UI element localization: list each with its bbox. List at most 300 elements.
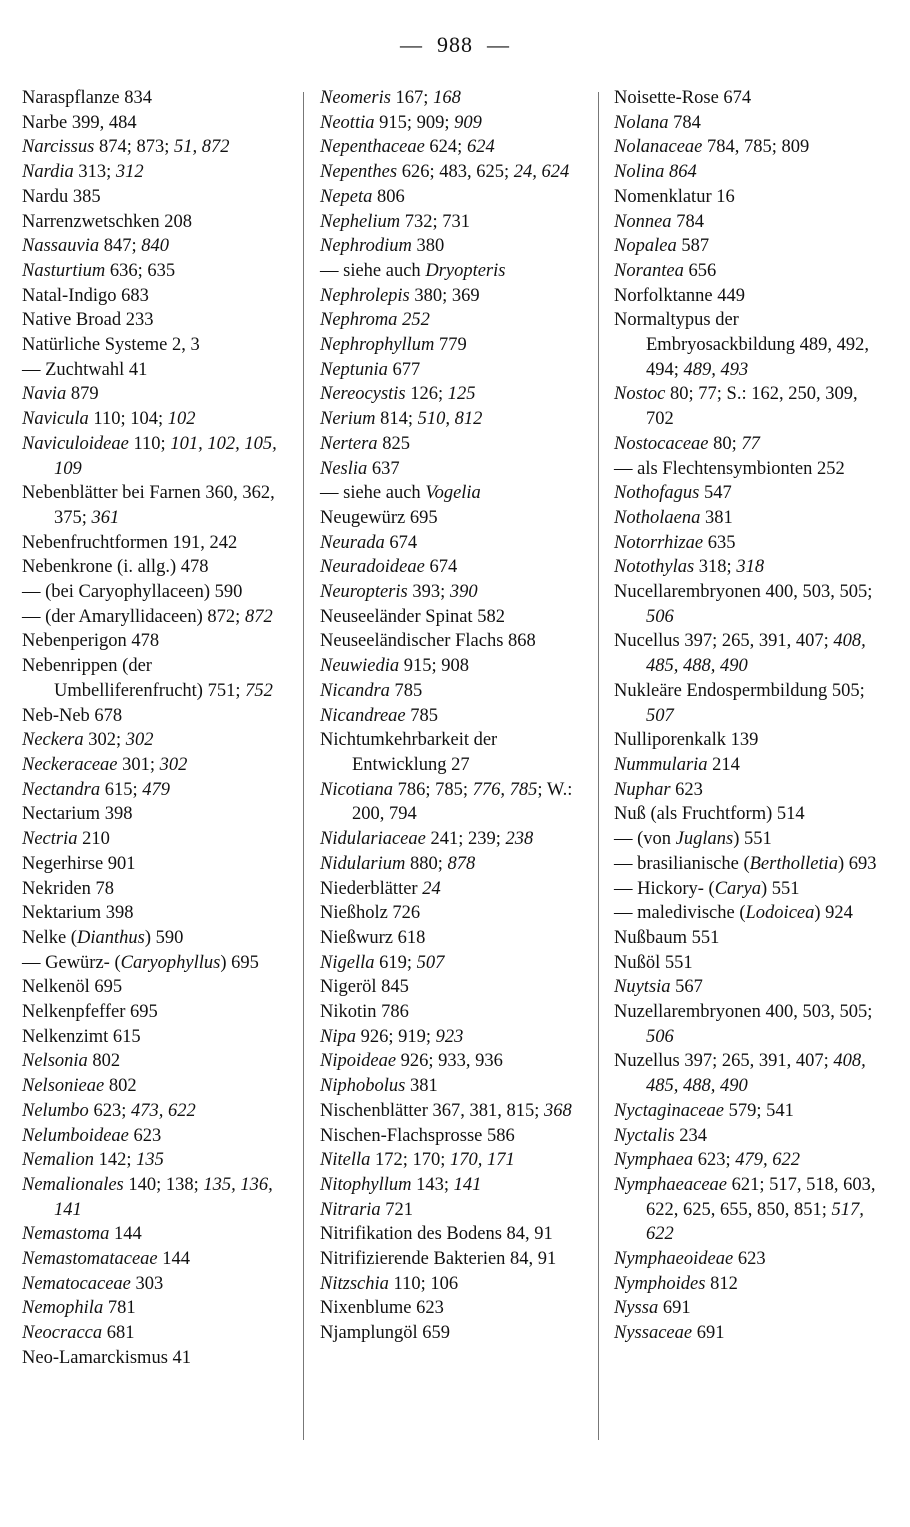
index-column-1 [22, 86, 290, 1371]
index-entry-text: Natürliche Systeme 2, 3 [22, 335, 200, 356]
index-entry-italic-text: Nuytsia [614, 977, 671, 998]
index-entry-italic-text: Nelumboideae [22, 1125, 129, 1146]
index-entry [320, 284, 582, 309]
index-entry [22, 358, 290, 383]
index-entry-text: 313; [73, 162, 116, 183]
index-entry-text: 812 [705, 1273, 738, 1294]
index-entry [614, 901, 886, 926]
index-entry-text: 144 [157, 1249, 191, 1270]
index-entry-text: Nekriden 78 [22, 878, 114, 899]
index-entry-italic-text: 51, 872 [173, 137, 230, 158]
index-entry [614, 135, 886, 160]
index-entry-italic-text: Nuphar [614, 779, 671, 800]
index-entry [22, 1099, 290, 1124]
index-entry [614, 432, 886, 457]
index-entry-text: 879 [66, 384, 99, 405]
index-entry-italic-text: Nepenthes [320, 162, 398, 183]
index-entry-italic-text: Nymphaea [614, 1150, 694, 1171]
index-entry-text: Nectarium 398 [22, 804, 133, 825]
index-entry [614, 185, 886, 210]
index-entry-italic-text: Nephrophyllum [320, 335, 435, 356]
index-entry-italic-text: 312 [115, 162, 144, 183]
index-entry-italic-text: 624 [466, 137, 495, 158]
index-entry [22, 1321, 290, 1346]
header-dash-left: — [400, 32, 423, 57]
index-entry [320, 555, 582, 580]
index-entry-italic-text: 479, 622 [735, 1150, 801, 1171]
index-entry-italic-text: Nelsonieae [22, 1076, 105, 1097]
index-entry-text: 721 [380, 1199, 414, 1220]
index-entry [614, 531, 886, 556]
index-entry [22, 1296, 290, 1321]
index-entry-text: Nebenrippen (der Umbelliferenfrucht) 751; [22, 656, 246, 701]
index-entry-text: 303 [130, 1273, 164, 1294]
index-entry-italic-text: Nerium [320, 409, 376, 430]
index-entry [320, 407, 582, 432]
index-entry-text: Native Broad 233 [22, 310, 154, 331]
index-entry [320, 111, 582, 136]
index-entry-text: 624; [424, 137, 467, 158]
index-entry [22, 951, 290, 976]
column-divider [303, 92, 304, 1440]
index-entry-text: ) 590 [144, 927, 184, 948]
index-entry-italic-text: Nitraria [320, 1199, 381, 1220]
index-entry-italic-text: Nidularium [320, 853, 406, 874]
index-entry [320, 605, 582, 630]
index-entry-italic-text: 141 [453, 1174, 482, 1195]
index-entry [320, 1099, 582, 1124]
header-dash-right: — [487, 32, 510, 57]
index-entry [320, 580, 582, 605]
index-entry-text: 677 [387, 359, 421, 380]
index-entry [22, 382, 290, 407]
index-entry-italic-text: Nipa [320, 1026, 356, 1047]
index-entry [320, 679, 582, 704]
index-entry-italic-text: Nepeta [320, 186, 373, 207]
index-entry-italic-text: Norantea [614, 260, 684, 281]
index-entry-text: 635 [703, 532, 736, 553]
index-entry [614, 1148, 886, 1173]
index-entry-italic-text: 135, 136, 141 [54, 1174, 273, 1220]
index-entry-text: 785 [405, 705, 439, 726]
index-entry-text: 301; [117, 754, 160, 775]
index-entry [22, 877, 290, 902]
index-entry-text: 926; 919; [355, 1026, 436, 1047]
index-entry [320, 506, 582, 531]
index-entry [320, 259, 582, 284]
index-entry-text: 547 [699, 483, 732, 504]
index-entry-italic-text: Caryophyllus [120, 952, 221, 973]
index-entry-text: Nomenklatur 16 [614, 186, 735, 207]
index-entry [614, 284, 886, 309]
index-entry-text: 623 [670, 779, 703, 800]
index-entry-italic-text: Nardia [22, 162, 74, 183]
index-entry-italic-text: 506 [646, 606, 674, 627]
index-entry [614, 234, 886, 259]
index-entry [614, 852, 886, 877]
index-entry-text: 674 [384, 532, 418, 553]
index-entry-italic-text: 408, 485, 488, 490 [646, 1051, 866, 1097]
index-entry-italic-text: Nolana [614, 112, 669, 133]
index-entry-italic-text: Nolina [614, 162, 665, 183]
index-entry [22, 901, 290, 926]
index-entry-italic-text: 840 [141, 236, 169, 257]
index-entry-italic-text: Nemastomataceae [22, 1249, 158, 1270]
index-entry-text: — siehe auch [320, 260, 426, 281]
index-entry [614, 728, 886, 753]
index-entry [320, 432, 582, 457]
index-entry [320, 531, 582, 556]
index-entry-text: 393; [407, 582, 450, 603]
index-entry-italic-text: Nipoideae [320, 1051, 397, 1072]
index-entry [22, 555, 290, 580]
index-entry-italic-text: Nyctaginaceae [614, 1100, 724, 1121]
index-entry-italic-text: 368 [544, 1100, 572, 1121]
index-entry-italic-text: Neuradoideae [320, 557, 425, 578]
index-entry-text: 623; [693, 1150, 736, 1171]
index-entry-italic-text: 752 [245, 680, 273, 701]
index-entry [320, 654, 582, 679]
index-entry-text: 381 [700, 507, 733, 528]
index-entry-italic-text: Nummularia [614, 754, 708, 775]
index-entry [22, 629, 290, 654]
index-entry-text: Negerhirse 901 [22, 853, 136, 874]
index-entry [614, 481, 886, 506]
index-entry-text: 587 [676, 236, 710, 257]
index-entry-text: 786; 785; [392, 779, 473, 800]
index-entry-text: Normaltypus der Embryosackbildung 489, 492, 494; [614, 310, 870, 380]
index-entry-text: 214 [707, 754, 740, 775]
index-entry-italic-text: Nyssa [614, 1298, 659, 1319]
index-entry [614, 555, 886, 580]
index-entry-text: 691 [692, 1323, 725, 1344]
index-entry-italic-text: Nectria [22, 829, 78, 850]
index-entry-italic-text: Narcissus [22, 137, 95, 158]
index-entry [22, 753, 290, 778]
index-entry [22, 1247, 290, 1272]
index-entry-text: 567 [670, 977, 703, 998]
index-entry-italic-text: Neckeraceae [22, 754, 118, 775]
index-entry-italic-text: Nemalion [22, 1150, 94, 1171]
index-entry-text: ) 924 [814, 903, 853, 924]
index-entry-text: Nießwurz 618 [320, 927, 426, 948]
index-entry-text: 691 [658, 1298, 691, 1319]
index-entry-text: 80; 77; S.: 162, 250, 309, 702 [646, 384, 858, 430]
index-entry-italic-text: Nasturtium [22, 260, 106, 281]
index-entry-text: Neuseeländischer Flachs 868 [320, 631, 536, 652]
index-entry-text: Nuzellus 397; 265, 391, 407; [614, 1051, 834, 1072]
index-entry-italic-text: Nostocaceae [614, 433, 709, 454]
index-entry-text: 140; 138; [123, 1174, 204, 1195]
index-entry-text: 779 [434, 335, 467, 356]
index-entry [320, 86, 582, 111]
index-entry [614, 1247, 886, 1272]
index-entry-text: Nucellarembryonen 400, 503, 505; [614, 582, 873, 603]
index-entry-text: Nucellus 397; 265, 391, 407; [614, 631, 834, 652]
index-entry-text: Nebenblätter bei Farnen 360, 362, 375; [22, 483, 275, 528]
index-entry [614, 382, 886, 431]
index-entry-text: Nebenfruchtformen 191, 242 [22, 532, 238, 553]
index-entry [614, 457, 886, 482]
index-entry-text: 623 [128, 1125, 162, 1146]
index-entry [320, 1272, 582, 1297]
index-entry-text: Neo-Lamarckismus 41 [22, 1347, 192, 1368]
index-entry-italic-text: Nidulariaceae [320, 829, 426, 850]
index-entry-text: 915; 908 [399, 656, 470, 677]
index-entry-text: Nuzellarembryonen 400, 503, 505; [614, 1002, 873, 1023]
page-number: 988 [437, 32, 473, 57]
index-entry-italic-text: 24 [422, 878, 441, 899]
index-entry-text: Nießholz 726 [320, 903, 421, 924]
index-entry-text: Narbe 399, 484 [22, 112, 137, 133]
index-entry [22, 926, 290, 951]
index-entry-text: Nitrifikation des Bodens 84, 91 [320, 1224, 553, 1245]
index-entry-text: — als Flechtensymbionten 252 [614, 458, 845, 479]
index-entry-italic-text: Neckera [22, 730, 84, 751]
index-entry [614, 679, 886, 728]
index-entry-text: 915; 909; [374, 112, 455, 133]
index-entry-italic-text: Nematocaceae [22, 1273, 131, 1294]
index-entry [22, 654, 290, 703]
index-entry [614, 877, 886, 902]
index-entry-text: 825 [377, 433, 410, 454]
index-entry [614, 802, 886, 827]
index-entry-text: Njamplungöl 659 [320, 1323, 451, 1344]
index-entry [614, 160, 886, 185]
index-entry [22, 407, 290, 432]
index-entry [320, 1124, 582, 1149]
index-entry-italic-text: Notorrhizae [614, 532, 704, 553]
index-entry [22, 827, 290, 852]
index-entry [320, 1049, 582, 1074]
index-entry [22, 160, 290, 185]
index-entry-text: 623 [733, 1249, 766, 1270]
index-entry-text: 110; [128, 433, 171, 454]
index-entry [22, 605, 290, 630]
index-entry-italic-text: Nostoc [614, 384, 666, 405]
index-entry-italic-text: 170, 171 [450, 1150, 515, 1171]
index-entry-text: 636; 635 [105, 260, 176, 281]
index-entry-italic-text: Dianthus [76, 927, 145, 948]
index-entry-text: — Zuchtwahl 41 [22, 359, 148, 380]
index-entry-italic-text: Nemophila [22, 1298, 104, 1319]
index-entry-italic-text: Neottia [320, 112, 375, 133]
index-entry-text: 781 [103, 1298, 136, 1319]
index-entry [614, 778, 886, 803]
index-entry [320, 382, 582, 407]
index-entry-italic-text: Nopalea [614, 236, 677, 257]
index-entry [614, 827, 886, 852]
index-entry-italic-text: Neptunia [320, 359, 388, 380]
index-entry-text: Neugewürz 695 [320, 507, 438, 528]
index-entry [614, 753, 886, 778]
index-entry [320, 926, 582, 951]
index-entry-text: Narrenzwetschken 208 [22, 211, 193, 232]
index-entry-italic-text: 125 [447, 384, 476, 405]
index-entry-text: 241; 239; [425, 829, 506, 850]
index-entry-text: Natal-Indigo 683 [22, 285, 149, 306]
index-entry-text: 380; 369 [409, 285, 480, 306]
index-entry-text: — siehe auch [320, 483, 426, 504]
index-entry-text: ) 551 [760, 878, 800, 899]
index-entry [22, 210, 290, 235]
index-entry [614, 1296, 886, 1321]
index-entry-text: 802 [104, 1076, 137, 1097]
index-entry [22, 1272, 290, 1297]
index-entry [320, 852, 582, 877]
index-entry [22, 1124, 290, 1149]
index-entry [320, 1173, 582, 1198]
index-entry [22, 308, 290, 333]
index-entry-text: Neb-Neb 678 [22, 705, 123, 726]
index-entry [614, 1272, 886, 1297]
index-entry-italic-text: Juglans [675, 829, 734, 850]
index-entry-text: 874; 873; [94, 137, 174, 158]
page-header [0, 32, 910, 58]
index-entry-text: 784 [671, 211, 704, 232]
index-entry-text: Nußöl 551 [614, 952, 693, 973]
index-entry-italic-text: 238 [505, 829, 534, 850]
index-entry-italic-text: 302 [159, 754, 188, 775]
index-entry-italic-text: Neuwiedia [320, 656, 400, 677]
index-entry-italic-text: Neurada [320, 532, 385, 553]
column-divider [598, 92, 599, 1440]
index-entry [22, 1000, 290, 1025]
index-entry [22, 1148, 290, 1173]
index-entry [320, 975, 582, 1000]
index-entry-text: 126; [405, 384, 448, 405]
index-entry [320, 481, 582, 506]
index-entry [320, 1148, 582, 1173]
index-entry [614, 580, 886, 629]
index-entry-italic-text: Bertholletia [749, 853, 838, 874]
index-entry [614, 975, 886, 1000]
index-entry-text: ) 695 [220, 952, 259, 973]
index-column-3 [614, 86, 886, 1346]
index-entry-text: 110; 104; [88, 409, 168, 430]
index-entry [320, 1222, 582, 1247]
index-entry [320, 333, 582, 358]
index-entry-text: — Hickory- ( [614, 878, 715, 899]
index-entry [22, 1074, 290, 1099]
index-entry [320, 1000, 582, 1025]
index-entry-italic-text: 517, 622 [646, 1199, 864, 1245]
index-entry [614, 951, 886, 976]
index-entry-text: 621; 517, 518, 603, 622, 625, 655, 850, 851; [646, 1174, 876, 1220]
index-entry [22, 432, 290, 481]
index-entry-text: Nulliporenkalk 139 [614, 730, 759, 751]
index-entry-italic-text: Nereocystis [320, 384, 406, 405]
index-entry-text: Nixenblume 623 [320, 1298, 444, 1319]
index-entry-italic-text: Nothofagus [614, 483, 700, 504]
index-entry-italic-text: Navia [22, 384, 67, 405]
index-entry [22, 333, 290, 358]
index-entry-text: Nektarium 398 [22, 903, 134, 924]
index-entry-italic-text: Nassauvia [22, 236, 100, 257]
index-entry-italic-text: Nemastoma [22, 1224, 110, 1245]
index-entry-text: Naraspflanze 834 [22, 88, 152, 108]
index-entry-italic-text: Nephelium [320, 211, 401, 232]
index-entry [22, 728, 290, 753]
index-entry-text: 110; 106 [388, 1273, 459, 1294]
index-entry-text: Neuseeländer Spinat 582 [320, 606, 505, 627]
index-entry-text: Nelke ( [22, 927, 77, 948]
index-entry [614, 259, 886, 284]
index-entry [320, 827, 582, 852]
index-entry-text: 626; 483, 625; [397, 162, 514, 183]
index-entry-italic-text: 302 [125, 730, 154, 751]
index-entry-italic-text: 77 [741, 433, 760, 454]
index-entry [320, 185, 582, 210]
index-entry-italic-text: Nelsonia [22, 1051, 88, 1072]
index-entry-italic-text: 506 [646, 1026, 674, 1047]
index-entry-text: 302; [83, 730, 126, 751]
index-entry-text: Nelkenzimt 615 [22, 1026, 141, 1047]
index-entry-text: Nischenblätter 367, 381, 815; [320, 1100, 545, 1121]
index-entry-italic-text: Navicula [22, 409, 89, 430]
index-entry-italic-text: Nymphaeoideae [614, 1249, 734, 1270]
index-entry-text: — (bei Caryophyllaceen) 590 [22, 582, 243, 603]
index-entry-text: 623; [88, 1100, 131, 1121]
index-entry-italic-text: 864 [669, 162, 697, 183]
index-entry-italic-text: Nephroma [320, 310, 398, 331]
index-entry-text: Nardu 385 [22, 186, 101, 207]
index-entry-italic-text: Nymphoides [614, 1273, 706, 1294]
index-entry-italic-text: Nitella [320, 1150, 371, 1171]
index-entry-italic-text: Neuropteris [320, 582, 408, 603]
index-entry-text: Nitrifizierende Bakterien 84, 91 [320, 1249, 557, 1270]
index-entry-text: — brasilianische ( [614, 853, 750, 874]
index-entry [320, 1296, 582, 1321]
index-entry-italic-text: 507 [416, 952, 445, 973]
index-entry [22, 778, 290, 803]
index-entry [22, 259, 290, 284]
index-entry-text: 80; [708, 433, 742, 454]
index-entry [614, 506, 886, 531]
index-entry [22, 284, 290, 309]
index-entry-italic-text: Neslia [320, 458, 368, 479]
index-entry [320, 234, 582, 259]
index-entry-italic-text: 510, 812 [417, 409, 483, 430]
index-entry-text: 674 [424, 557, 458, 578]
index-entry-text: 143; [411, 1174, 454, 1195]
index-entry-italic-text: 473, 622 [130, 1100, 196, 1121]
index-entry [22, 1346, 290, 1371]
index-entry-italic-text: 408, 485, 488, 490 [646, 631, 866, 677]
index-entry-italic-text: Notholaena [614, 507, 701, 528]
index-entry-text: 167; [390, 88, 434, 108]
index-entry-text: — Gewürz- ( [22, 952, 121, 973]
index-entry-text: 814; [375, 409, 418, 430]
index-entry-italic-text: Nicandreae [320, 705, 406, 726]
index-entry [22, 580, 290, 605]
index-entry [22, 802, 290, 827]
index-entry-italic-text: 252 [402, 310, 430, 331]
index-entry-italic-text: 489, 493 [683, 359, 749, 380]
index-entry-italic-text: 507 [646, 705, 674, 726]
index-entry-italic-text: Nolanaceae [614, 137, 703, 158]
index-entry-text: 381 [405, 1076, 438, 1097]
index-entry-italic-text: Nicotiana [320, 779, 393, 800]
index-entry [320, 308, 582, 333]
index-entry [614, 86, 886, 111]
index-entry [320, 877, 582, 902]
index-entry-italic-text: Carya [714, 878, 761, 899]
index-entry [320, 135, 582, 160]
index-entry-italic-text: 135 [136, 1150, 164, 1171]
index-entry-text: 847; [99, 236, 142, 257]
index-entry-italic-text: Nephrodium [320, 236, 412, 257]
